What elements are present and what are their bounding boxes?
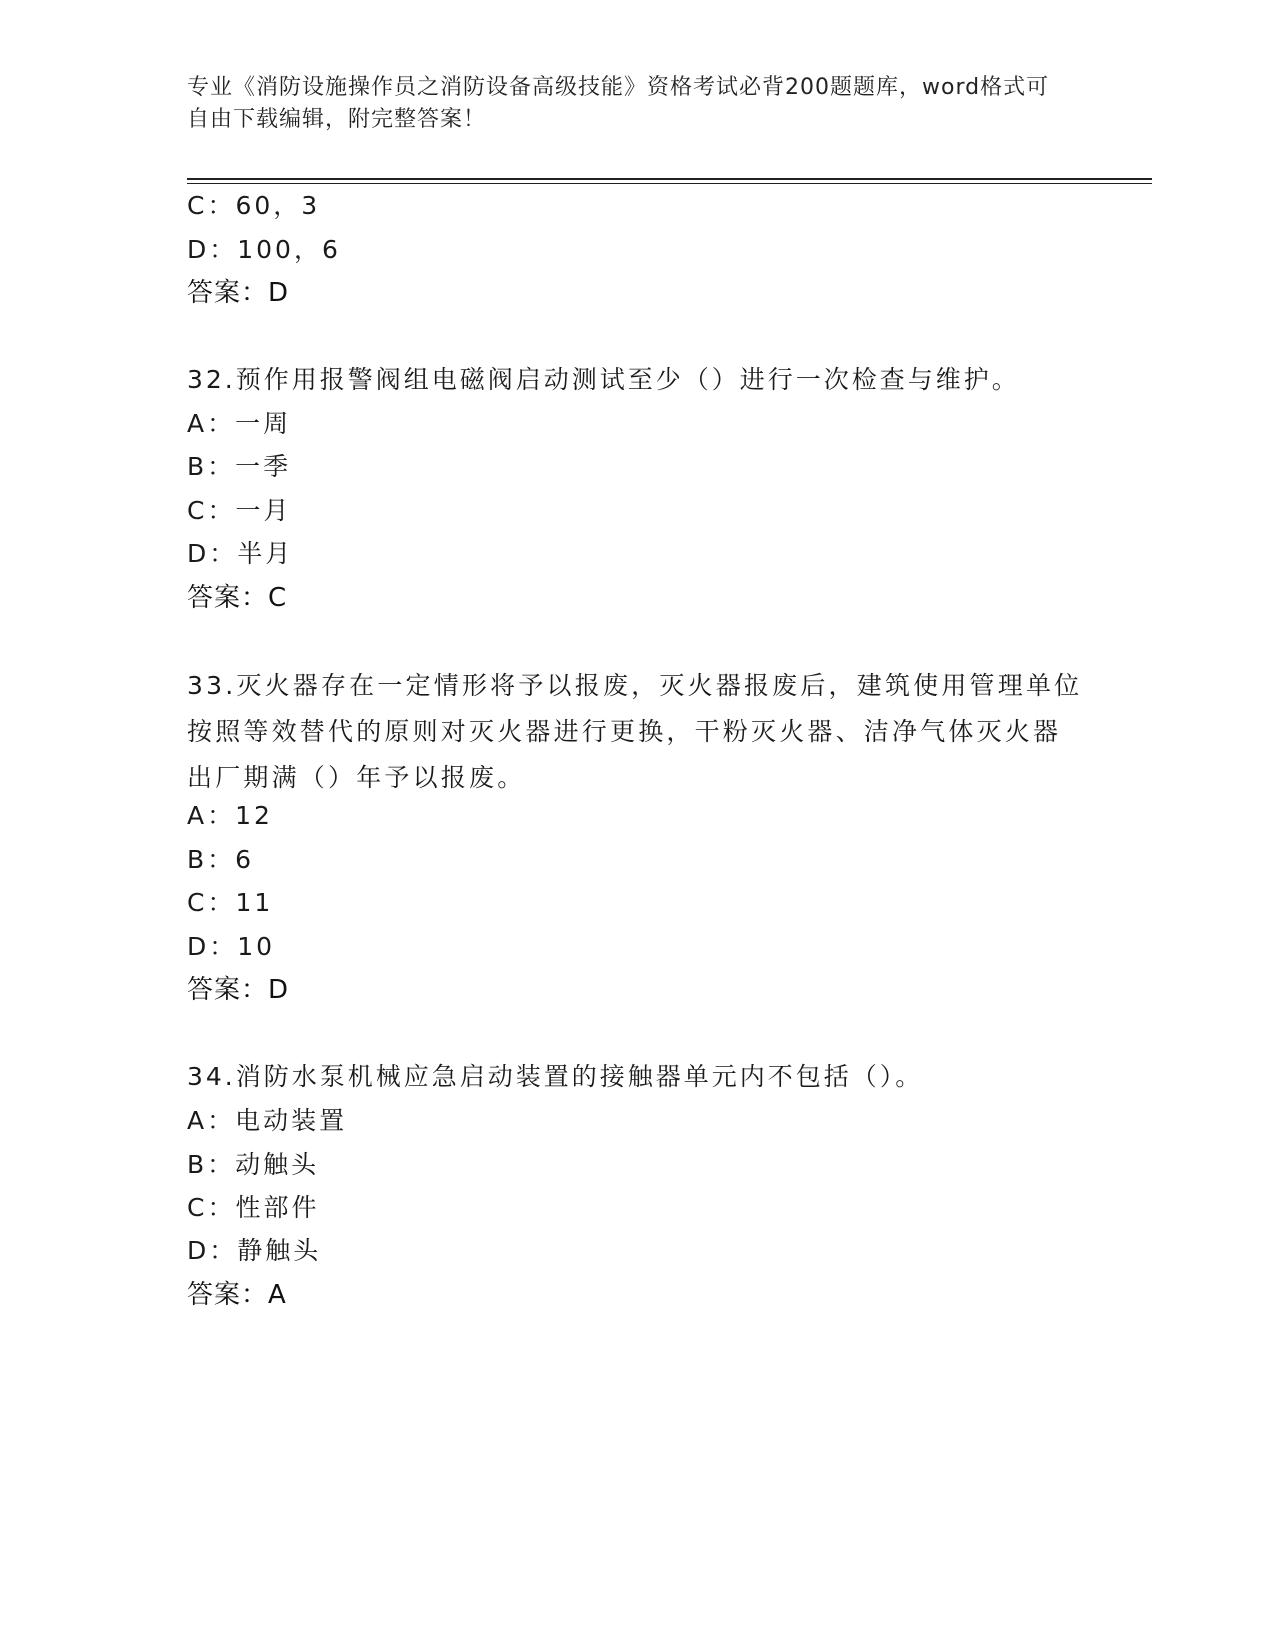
header-divider-thin: [187, 183, 1152, 184]
option-c: C：一月: [187, 496, 292, 525]
option-a: A：电动装置: [187, 1106, 348, 1135]
answer-line: 答案：C: [187, 583, 288, 613]
option-b: B：6: [187, 845, 255, 874]
option-d: D：半月: [187, 539, 294, 568]
option-c: C：性部件: [187, 1193, 320, 1222]
option-c: C：11: [187, 888, 274, 917]
option-a: A：一周: [187, 409, 292, 438]
option-b: B：一季: [187, 452, 292, 481]
question-stem: 33.灭火器存在一定情形将予以报废，灭火器报废后，建筑使用管理单位按照等效替代的原则对灭火器进行更换，干粉灭火器、洁净气体灭火器出厂期满（）年予以报废。: [187, 671, 1083, 792]
option-b: B：动触头: [187, 1150, 320, 1179]
option-c: C：60，3: [187, 191, 321, 220]
answer-line: 答案：D: [187, 975, 290, 1005]
question-stem: 34.消防水泵机械应急启动装置的接触器单元内不包括（）。: [187, 1062, 924, 1091]
answer-line: 答案：A: [187, 1280, 287, 1310]
option-d: D：10: [187, 932, 276, 961]
document-header: 专业《消防设施操作员之消防设备高级技能》资格考试必背200题题库，word格式可自由下载编辑，附完整答案！: [187, 75, 1050, 132]
option-d: D：静触头: [187, 1236, 322, 1265]
question-stem: 32.预作用报警阀组电磁阀启动测试至少（）进行一次检查与维护。: [187, 365, 1020, 394]
option-a: A：12: [187, 801, 273, 830]
answer-line: 答案：D: [187, 278, 290, 308]
header-divider-thick: [187, 178, 1152, 180]
option-d: D：100，6: [187, 235, 341, 264]
